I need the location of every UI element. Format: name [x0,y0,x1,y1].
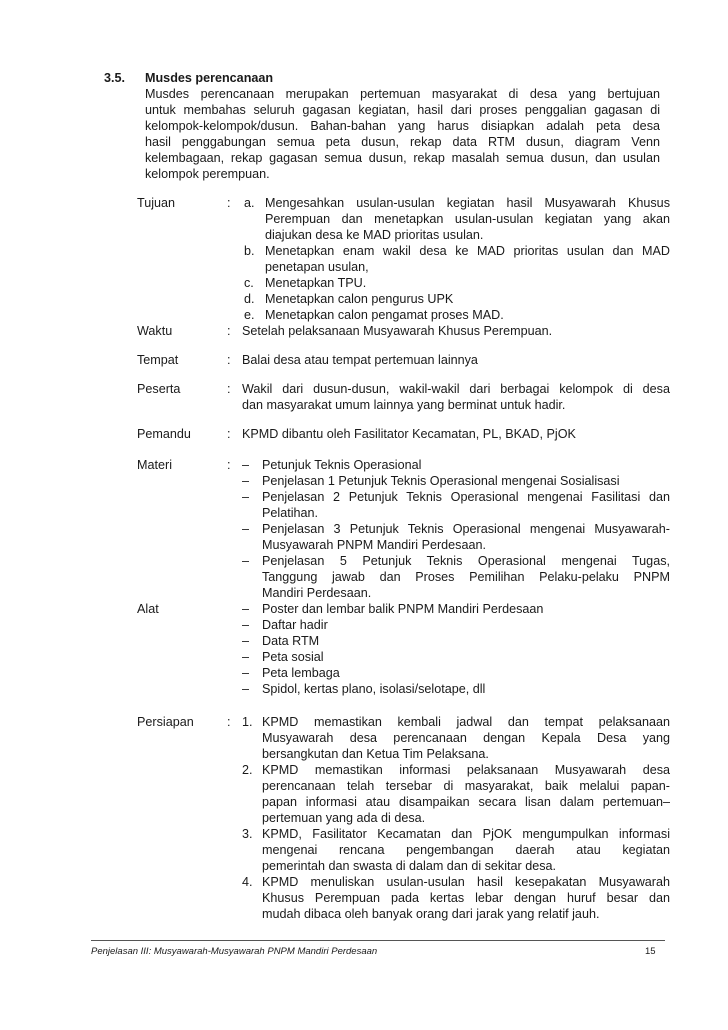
colon: : [227,427,231,441]
tujuan-item-line: Mengesahkan usulan-usulan kegiatan hasil Musyawarah Khusus [265,196,670,210]
section-title: Musdes perencanaan [145,71,274,85]
persiapan-item-line: KPMD memastikan informasi pelaksanaan Musyawarah desa [262,763,670,777]
list-marker: 4. [242,875,253,889]
persiapan-item-line: Musyawarah desa perencanaan dengan Kepala Desa yang [262,731,670,745]
alat-item: Daftar hadir [262,618,328,632]
tujuan-item-line: diajukan desa ke MAD prioritas usulan. [265,228,484,242]
alat-item: Peta sosial [262,650,324,664]
intro-line: kelembagaan, rekap gagasan semua dusun, rekap masalah semua dusun, dan usulan [145,151,660,165]
persiapan-item-line: KPMD memastikan kembali jadwal dan tempat pelaksanaan [262,715,670,729]
materi-item-line: Penjelasan 5 Petunjuk Teknis Operasional mengenai Tugas, [262,554,670,568]
dash-bullet: – [242,602,250,616]
footer-text: Penjelasan III: Musyawarah-Musyawarah PNPM Mandiri Perdesaan [91,946,378,957]
persiapan-label: Persiapan [137,715,194,729]
persiapan-item-line: KPMD menuliskan usulan-usulan hasil kesepakatan Musyawarah [262,875,670,889]
persiapan-item-line: papan informasi atau disampaikan secara lisan dalam pertemuan– [262,795,670,809]
materi-label: Materi [137,458,172,472]
dash-bullet: – [242,522,250,536]
alat-label: Alat [137,602,159,616]
persiapan-item-line: pemerintah dan swasta di dalam dan di sekitar desa. [262,859,557,873]
intro-line: kelompok perempuan. [145,167,270,181]
persiapan-item-line: Khusus Perempuan pada kertas lebar dengan huruf besar dan [262,891,670,905]
dash-bullet: – [242,554,250,568]
dash-bullet: – [242,490,250,504]
persiapan-item-line: pertemuan yang ada di desa. [262,811,426,825]
tujuan-item-line: Menetapkan calon pengurus UPK [265,292,454,306]
intro-line: hasil penggabungan semua peta dusun, rekap data RTM dusun, diagram Venn [145,135,660,149]
list-marker: 1. [242,715,253,729]
tujuan-item-line: penetapan usulan, [265,260,369,274]
dash-bullet: – [242,666,250,680]
peserta-line: Wakil dari dusun-dusun, wakil-wakil dari berbagai kelompok di desa [242,382,670,396]
colon: : [227,715,231,729]
persiapan-item-line: mudah dibaca oleh banyak orang dari jarak yang relatif jauh. [262,907,600,921]
waktu-label: Waktu [137,324,173,338]
colon: : [227,353,231,367]
tempat-label: Tempat [137,353,179,367]
list-marker: 2. [242,763,253,777]
pemandu-text: KPMD dibantu oleh Fasilitator Kecamatan, PL, BKAD, PjOK [242,427,576,441]
dash-bullet: – [242,682,250,696]
materi-item-line: Musyawarah PNPM Mandiri Perdesaan. [262,538,486,552]
materi-item-line: Mandiri Perdesaan. [262,586,372,600]
alat-item: Poster dan lembar balik PNPM Mandiri Perdesaan [262,602,544,616]
footer-divider [91,940,665,941]
alat-item: Data RTM [262,634,320,648]
materi-item-line: Pelatihan. [262,506,319,520]
section-number: 3.5. [104,71,126,85]
persiapan-item-line: mengenai rencana pengembangan daerah atau kegiatan [262,843,670,857]
tempat-text: Balai desa atau tempat pertemuan lainnya [242,353,478,367]
materi-item-line: Petunjuk Teknis Operasional [262,458,422,472]
materi-item-line: Penjelasan 1 Petunjuk Teknis Operasional mengenai Sosialisasi [262,474,620,488]
waktu-text: Setelah pelaksanaan Musyawarah Khusus Perempuan. [242,324,553,338]
dash-bullet: – [242,618,250,632]
dash-bullet: – [242,474,250,488]
materi-item-line: Penjelasan 3 Petunjuk Teknis Operasional mengenai Musyawarah- [262,522,670,536]
tujuan-item-line: Menetapkan enam wakil desa ke MAD prioritas usulan dan MAD [265,244,670,258]
list-marker: c. [244,276,254,290]
peserta-label: Peserta [137,382,181,396]
page-number: 15 [645,946,656,957]
tujuan-label: Tujuan [137,196,176,210]
colon: : [227,196,231,210]
persiapan-item-line: KPMD, Fasilitator Kecamatan dan PjOK mengumpulkan informasi [262,827,670,841]
intro-line: untuk membahas seluruh gagasan kegiatan, hasil dari proses penggalian gagasan di [145,103,660,117]
list-marker: e. [244,308,255,322]
dash-bullet: – [242,634,250,648]
tujuan-item-line: Menetapkan TPU. [265,276,367,290]
persiapan-item-line: perencanaan telah tersebar di masyarakat, baik melalui papan- [262,779,670,793]
dash-bullet: – [242,650,250,664]
peserta-line: dan masyarakat umum lainnya yang berminat untuk hadir. [242,398,566,412]
list-marker: 3. [242,827,253,841]
alat-item: Peta lembaga [262,666,340,680]
persiapan-item-line: bersangkutan dan Ketua Tim Pelaksana. [262,747,489,761]
intro-line: Musdes perencanaan merupakan pertemuan masyarakat di desa yang bertujuan [145,87,660,101]
list-marker: b. [244,244,255,258]
colon: : [227,324,231,338]
colon: : [227,382,231,396]
tujuan-item-line: Perempuan dan menetapkan usulan-usulan kegiatan yang akan [265,212,670,226]
pemandu-label: Pemandu [137,427,191,441]
intro-line: kelompok-kelompok/dusun. Bahan-bahan yang harus disiapkan adalah peta desa [145,119,660,133]
alat-item: Spidol, kertas plano, isolasi/selotape, dll [262,682,486,696]
list-marker: d. [244,292,255,306]
materi-item-line: Penjelasan 2 Petunjuk Teknis Operasional mengenai Fasilitasi dan [262,490,670,504]
colon: : [227,458,231,472]
materi-item-line: Tanggung jawab dan Proses Pemilihan Pelaku-pelaku PNPM [262,570,670,584]
dash-bullet: – [242,458,250,472]
list-marker: a. [244,196,255,210]
tujuan-item-line: Menetapkan calon pengamat proses MAD. [265,308,504,322]
